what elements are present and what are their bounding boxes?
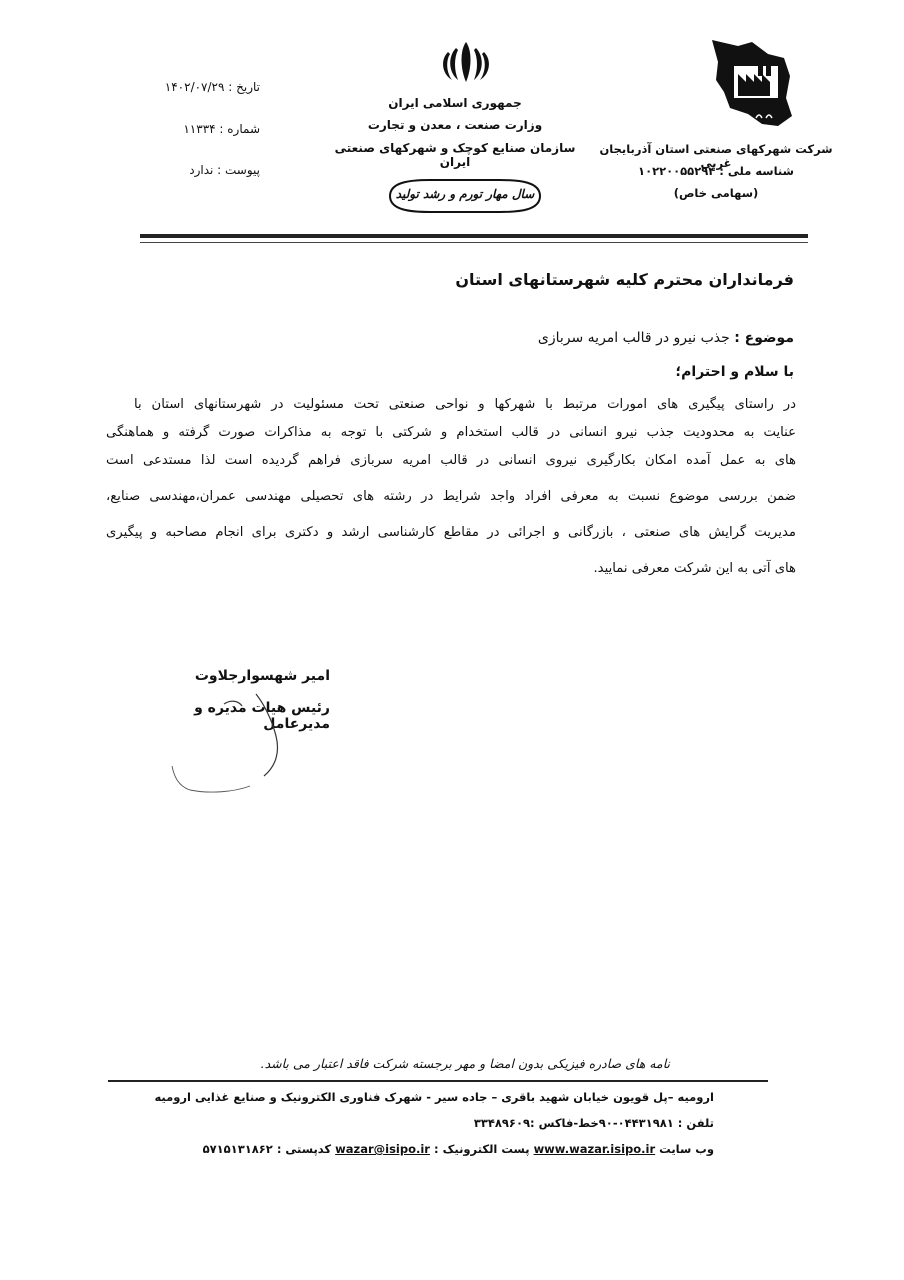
website-label: وب سایت (659, 1142, 714, 1156)
postal-code: ۵۷۱۵۱۳۱۸۶۲ (202, 1142, 273, 1156)
footer-divider (108, 1080, 768, 1082)
email-label: پست الکترونیک : (434, 1142, 530, 1156)
footer-contact-line (174, 1142, 714, 1156)
subject-line (538, 330, 794, 346)
postal-label: کدپستی : (276, 1142, 332, 1156)
company-name: شرکت شهرکهای صنعتی استان آذربایجان غربی (599, 142, 833, 170)
body-line-5: مدیریت گرایش های صنعتی ، بازرگانی و اجرائی در مقاطع کارشناسی ارشد و دکتری برای انجام مصاحبه و پیگیری (106, 525, 796, 540)
header-divider-thin (140, 242, 808, 243)
footer-validity-note: نامه های صادره فیزیکی بدون امضا و مهر برجسته شرکت فاقد اعتبار می باشد. (260, 1056, 670, 1071)
letter-date: تاریخ : ۱۴۰۲/۰۷/۲۹ (164, 80, 260, 94)
body-line-4: ضمن بررسی موضوع نسبت به معرفی افراد واجد شرایط در رشته های تحصیلی مهندسی عمران،مهندسی صنایع، (106, 489, 796, 504)
iran-emblem-icon (438, 38, 494, 86)
letter-number: شماره : ۱۱۳۳۴ (183, 122, 260, 136)
letter-attachment: پیوست : ندارد (189, 163, 260, 177)
company-logo-icon (708, 36, 794, 132)
email-link[interactable]: wazar@isipo.ir (335, 1142, 430, 1156)
body-line-6: های آتی به این شرکت معرفی نمایید. (593, 561, 796, 576)
center-line-2: وزارت صنعت ، معدن و تجارت (367, 118, 543, 132)
center-line-3: سازمان صنایع کوچک و شهرکهای صنعتی ایران (334, 141, 576, 169)
footer-phone: تلفن : ۰۴۴۳۱۹۸۱-۹۰خط-فاکس :۳۳۴۸۹۶۰۹ (473, 1116, 714, 1130)
motto-text: سال مهار تورم و رشد تولید (395, 187, 535, 201)
footer-address: ارومیه –پل قویون خیابان شهید باقری – جاده سیر - شهرک فناوری الکترونیک و صنایع غذایی ارومیه (154, 1090, 714, 1104)
handwritten-signature (160, 690, 290, 800)
company-type: (سهامی خاص) (673, 186, 759, 200)
addressee: فرمانداران محترم کلیه شهرستانهای استان (455, 270, 794, 289)
body-line-3: های به عمل آمده امکان بکارگیری نیروی انسانی در قالب امریه سربازی فراهم گردیده است لذا مستدعی است (106, 453, 796, 468)
body-line-1: در راستای پیگیری های امورات مرتبط با شهرکها و نواحی صنعتی تحت مسئولیت در شهرستانهای استان با (134, 397, 796, 412)
website-link[interactable]: www.wazar.isipo.ir (533, 1142, 656, 1156)
motto-badge (380, 176, 550, 216)
greeting: با سلام و احترام؛ (675, 364, 794, 380)
company-national-id: شناسه ملی : ۱۰۲۲۰۰۵۵۲۹۴ (638, 164, 794, 178)
signer-name: امیر شهسوارجلاوت (194, 668, 330, 684)
subject-label: موضوع : (734, 330, 794, 346)
body-line-2: عنایت به محدودیت جذب نیرو انسانی در قالب استخدام و شرکتی با توجه به مذاکرات صورت گرفته و هماهنگی (106, 425, 796, 440)
center-line-1: جمهوری اسلامی ایران (388, 96, 522, 110)
header-divider (140, 234, 808, 238)
subject-text: جذب نیرو در قالب امریه سربازی (537, 330, 730, 346)
signer-title: رئیس هیات مدیره و مدیرعامل (194, 700, 330, 732)
